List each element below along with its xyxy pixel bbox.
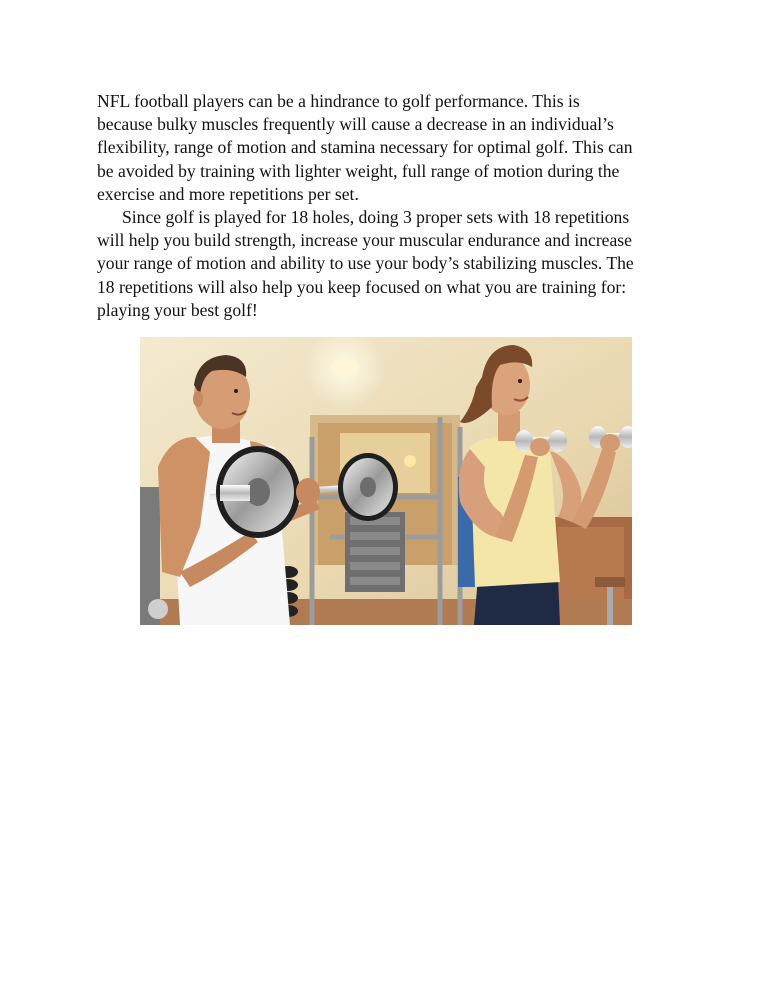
woman-hand-right — [600, 434, 620, 452]
reflection-light — [404, 455, 416, 467]
text-line: playing your best golf! — [97, 299, 258, 320]
stool-leg — [607, 587, 613, 625]
text-line: your range of motion and ability to use your body’s stabilizing muscles. The — [97, 253, 634, 274]
man-hand — [296, 478, 320, 506]
stool-seat — [595, 577, 625, 587]
text-line: flexibility, range of motion and stamina necessary for optimal golf. This can — [97, 137, 633, 158]
article-body — [97, 90, 687, 322]
ceiling-lamp — [331, 357, 359, 377]
paragraph-1 — [97, 90, 687, 206]
text-line: Since golf is played for 18 holes, doing 3 proper sets with 18 repetitions — [122, 207, 630, 228]
text-line: will help you build strength, increase your muscular endurance and increase — [97, 230, 632, 251]
gym-photo — [140, 337, 632, 625]
woman-hand-left — [530, 438, 550, 456]
gym-photo-illustration — [140, 337, 632, 625]
left-wheel — [148, 599, 168, 619]
weight-stack — [345, 512, 405, 592]
text-line: because bulky muscles frequently will cause a decrease in an individual’s — [97, 114, 614, 135]
text-line: be avoided by training with lighter weight, full range of motion during the — [97, 160, 620, 181]
text-line: 18 repetitions will also help you keep focused on what you are training for: — [97, 276, 627, 297]
text-line: NFL football players can be a hindrance to golf performance. This is — [97, 91, 580, 111]
text-line: exercise and more repetitions per set. — [97, 183, 359, 204]
paragraph-2 — [97, 206, 687, 322]
